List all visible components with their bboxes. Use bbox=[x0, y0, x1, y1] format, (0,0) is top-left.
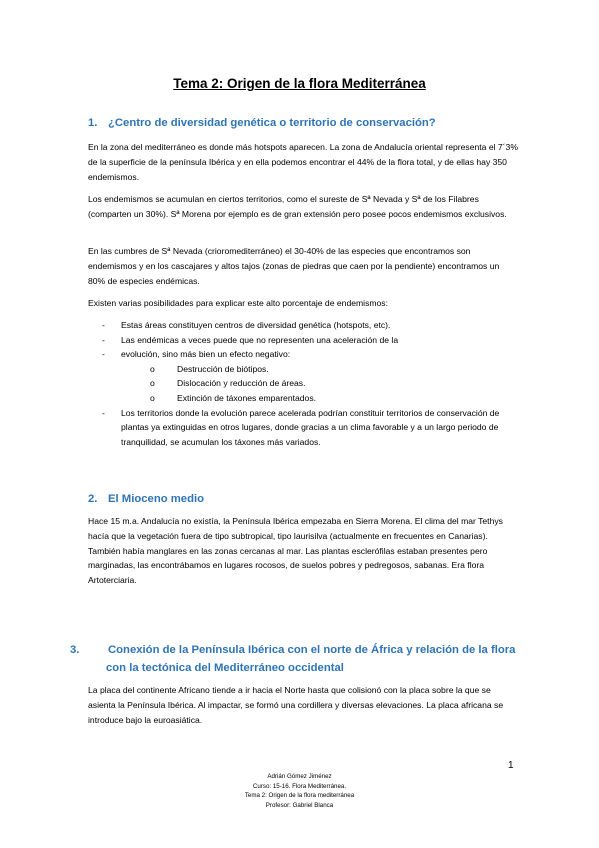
footer-author: Adrián Gómez Jiménez bbox=[267, 773, 332, 780]
dash-marker: - bbox=[102, 407, 105, 418]
page-number: 1 bbox=[508, 760, 514, 771]
sublist-item-text: Destrucción de biótipos. bbox=[177, 363, 269, 374]
section-1-heading bbox=[88, 114, 518, 132]
sublist-item bbox=[121, 376, 518, 391]
list-item-text: Los territorios donde la evolución parece acelerada podrían constituir territorios de conservación de plantas ya extinguidas en otros lugares, donde gracias a un clima favorable y a un largo periodo de tranquilidad, se acumulan los táxones más variados. bbox=[121, 407, 500, 447]
footer-course: Curso: 15-16. Flora Mediterránea. bbox=[252, 782, 347, 790]
list-item bbox=[88, 318, 518, 333]
section-1-heading-text: ¿Centro de diversidad genética o territorio de conservación? bbox=[108, 117, 436, 129]
dash-marker: - bbox=[102, 334, 105, 345]
section-1-paragraph-4: Existen varias posibilidades para explicar este alto porcentaje de endemismos: bbox=[88, 298, 388, 308]
footer-topic: Tema 2: Origen de la flora mediterránea bbox=[244, 792, 355, 799]
section-3-heading-text: Conexión de la Península Ibérica con el norte de África y relación de la flora con la tectónica del Mediterráneo occidental bbox=[106, 644, 516, 674]
bullet-marker: o bbox=[150, 378, 155, 389]
list-item bbox=[88, 333, 518, 348]
section-2-heading-text: El Mioceno medio bbox=[108, 493, 205, 505]
section-3-paragraph-1: La placa del continente Africano tiende a ir hacia el Norte hasta que colisionó con la placa sobre la que se asienta la Península Ibérica. Al impactar, se formó una cordillera y diversas elevaciones. La placa africana se introduce bajo la euroasiática. bbox=[88, 685, 504, 725]
dash-marker: - bbox=[102, 320, 105, 330]
section-1-paragraph-1: En la zona del mediterráneo es donde más hotspots aparecen. La zona de Andalucía oriental representa el 7´3% de la superficie de la península Ibérica y en ella podemos encontrar el 44% de la flora total, y de ellas hay 350 endemismos. bbox=[88, 142, 518, 182]
section-2-number: 2. bbox=[88, 493, 98, 505]
endemism-explanations-list bbox=[88, 318, 518, 449]
sublist-item-text: Extinción de táxones emparentados. bbox=[177, 392, 317, 403]
section-3-heading bbox=[70, 641, 522, 677]
page-footer bbox=[0, 772, 599, 810]
section-1-paragraph-2: Los endemismos se acumulan en ciertos territorios, como el sureste de Sª Nevada y Sª de los Filabres (comparten un 30%). Sª Morena por ejemplo es de gran extensión pero posee pocos endemismos exclusivos. bbox=[88, 194, 507, 219]
negative-effects-sublist bbox=[121, 362, 518, 406]
sublist-item bbox=[121, 391, 518, 406]
list-item bbox=[88, 406, 518, 450]
section-3-number: 3. bbox=[70, 644, 80, 656]
section-2-heading bbox=[88, 490, 518, 508]
section-1-number: 1. bbox=[88, 117, 98, 129]
section-1-paragraph-3: En las cumbres de Sª Nevada (crioromediterráneo) el 30-40% de las especies que encontramos son endemismos y en los cascajares y altos tajos (zonas de piedras que caen por la pendiente) encontramos un 80% de especies endémicas. bbox=[88, 246, 500, 286]
list-item-text: evolución, sino más bien un efecto negativo: bbox=[121, 349, 291, 360]
bullet-marker: o bbox=[150, 392, 155, 403]
footer-teacher: Profesor: Gabriel Blanca bbox=[265, 801, 334, 809]
list-item-text: Estas áreas constituyen centros de diversidad genética (hotspots, etc). bbox=[121, 320, 391, 330]
dash-marker: - bbox=[102, 349, 105, 360]
list-item bbox=[88, 347, 518, 405]
sublist-item-text: Dislocación y reducción de áreas. bbox=[177, 378, 306, 389]
document-title: Tema 2: Origen de la flora Mediterránea bbox=[173, 76, 426, 91]
list-item-text: Las endémicas a veces puede que no representen una aceleración de la bbox=[121, 334, 399, 345]
bullet-marker: o bbox=[150, 363, 155, 374]
section-2-paragraph-1: Hace 15 m.a. Andalucía no existía, la Península Ibérica empezaba en Sierra Morena. El clima del mar Tethys hacía que la vegetación fuera de tipo subtropical, tipo laurisilva (actualmente en frecuentes en Canarias). También había manglares en las zonas cercanas al mar. Las plantas esclerófilas estaban presentes pero marginadas, las encontrábamos en lugares rocosos, de suelos pobres y pedregosos, sabanas. Era flora Artoterciaria. bbox=[88, 516, 503, 586]
sublist-item bbox=[121, 362, 518, 377]
